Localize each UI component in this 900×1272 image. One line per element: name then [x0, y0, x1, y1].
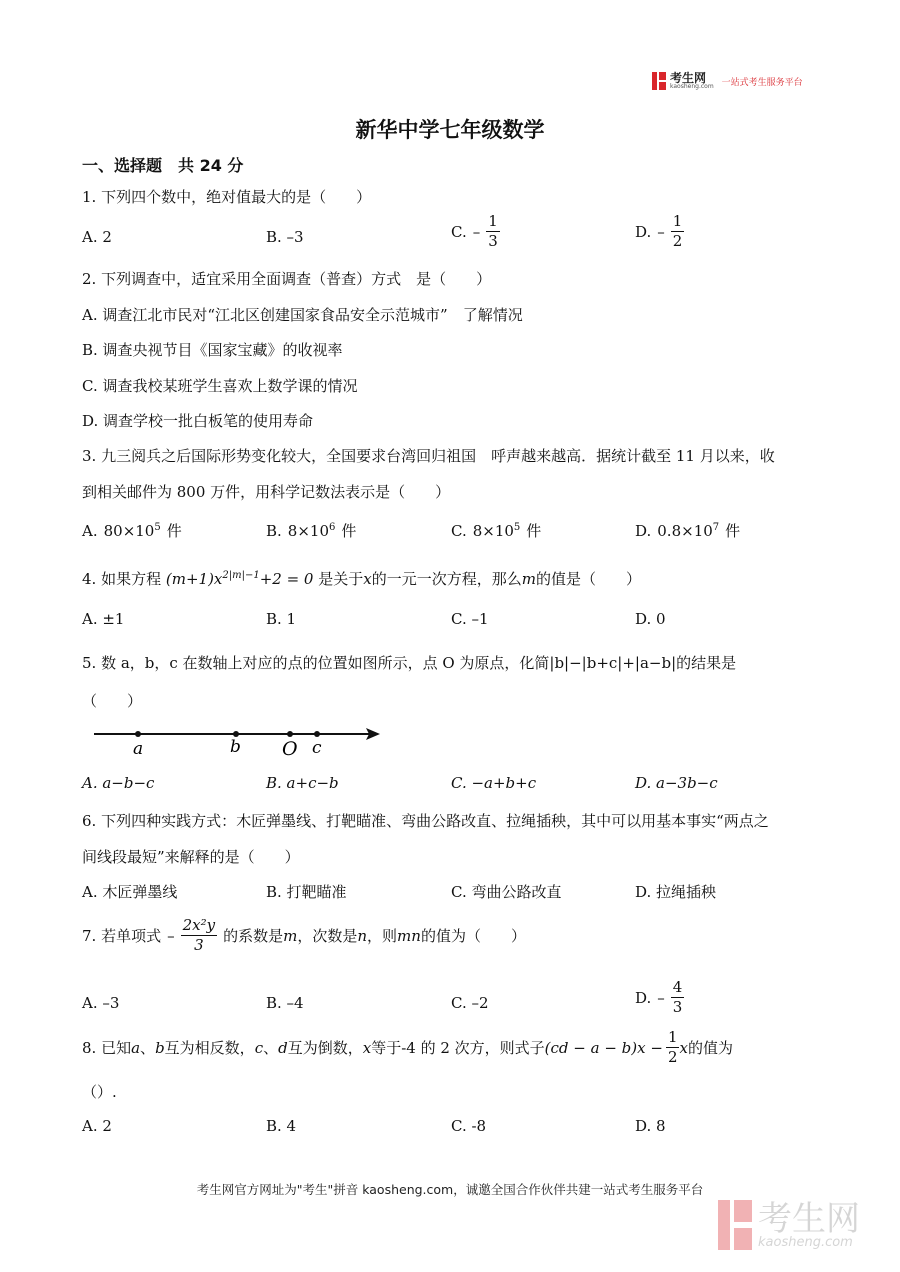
q3-option-a-base: 80×10	[103, 521, 155, 540]
logo-url: kaosheng.com	[670, 83, 714, 90]
q2-option-d: D. 调查学校一批白板笔的使用寿命	[82, 412, 314, 430]
logo-icon	[652, 72, 666, 90]
q7-stem-mid: 的系数是	[223, 927, 284, 945]
q2-option-b: B. 调查央视节目《国家宝藏》的收视率	[82, 341, 343, 359]
q7-var-mn: mn	[397, 927, 421, 945]
q4-option-a: A. ±1	[82, 610, 125, 628]
fraction-denominator: 2	[667, 1048, 678, 1066]
question-1-stem: 1. 下列四个数中，绝对值最大的是（ ）	[82, 188, 372, 206]
point-o	[287, 731, 293, 737]
q7-stem-mid2: ，次数是	[297, 927, 358, 945]
q7-var-m: m	[283, 927, 298, 945]
label-a: a	[133, 739, 144, 759]
logo-name: 考生网	[670, 71, 707, 85]
q2-option-a: A. 调查江北市民对“江北区创建国家食品安全示范城市” 了解情况	[82, 306, 523, 324]
question-5-stem: 5. 数 a，b，c 在数轴上对应的点的位置如图所示，点 O 为原点，化简|b|−|b+c|+|a−b|的结果是	[82, 654, 737, 672]
point-c	[314, 731, 320, 737]
q3-option-c-label: C.	[451, 521, 467, 540]
q5-option-d: D. a−3b−c	[635, 774, 718, 792]
q6-option-d: D. 拉绳插秧	[635, 883, 717, 901]
q4-equation-right: +2 = 0	[259, 570, 314, 588]
q1-option-c-sign: –	[472, 222, 481, 241]
q8-stem-pre: 8. 已知	[82, 1039, 132, 1057]
q8-sep3: 、	[263, 1039, 279, 1057]
q8-expression-x: x	[679, 1038, 688, 1057]
q4-stem-mid: 是关于	[318, 570, 364, 588]
q8-sep1: 、	[140, 1039, 156, 1057]
fraction-denominator: 3	[488, 232, 498, 250]
q3-option-b	[266, 520, 356, 541]
q1-option-d	[635, 214, 684, 249]
q4-stem-mid2: 的一元一次方程，那么	[371, 570, 522, 588]
q8-text4: 互为倒数，	[287, 1039, 363, 1057]
q1-option-d-label: D.	[635, 222, 652, 241]
q7-stem-mid3: ，则	[367, 927, 398, 945]
fraction-denominator: 3	[672, 998, 683, 1016]
q3-option-c-unit: 件	[526, 522, 542, 540]
q8-option-d: D. 8	[635, 1117, 666, 1135]
q4-equation-left: (m+1)x	[165, 570, 223, 588]
q7-sign: –	[167, 926, 175, 945]
q8-var-x: x	[362, 1038, 372, 1057]
q8-option-b: B. 4	[266, 1117, 297, 1135]
q1-option-b: B. –3	[266, 228, 304, 246]
q3-option-c-exponent: 5	[513, 521, 521, 533]
q4-equation-exponent: 2|m|−1	[222, 570, 260, 581]
logo-slogan: 一站式考生服务平台	[721, 77, 803, 88]
q3-option-b-unit: 件	[341, 522, 357, 540]
q3-option-b-label: B.	[266, 521, 282, 540]
q7-option-d-fraction	[671, 980, 685, 1015]
q8-var-b: b	[155, 1038, 165, 1057]
q7-var-n: n	[357, 927, 368, 945]
watermark-name: 考生网	[758, 1198, 860, 1239]
q8-var-d: d	[278, 1038, 288, 1057]
q4-option-b: B. 1	[266, 610, 297, 628]
q2-option-c: C. 调查我校某班学生喜欢上数学课的情况	[82, 377, 358, 395]
watermark-logo	[718, 1200, 860, 1250]
q3-option-d-label: D.	[635, 521, 652, 540]
q1-option-d-fraction	[671, 214, 685, 249]
q7-option-a: A. –3	[82, 994, 120, 1012]
q1-option-c	[451, 214, 500, 249]
watermark-icon	[718, 1200, 752, 1250]
q6-option-a: A. 木匠弹墨线	[82, 883, 178, 901]
question-8-stem	[82, 1030, 733, 1065]
q4-stem-end: 的值是（ ）	[535, 570, 641, 588]
q3-option-d-base: 0.8×10	[657, 521, 713, 540]
question-4-stem	[82, 568, 641, 589]
q3-option-d-unit: 件	[725, 522, 741, 540]
q6-option-b: B. 打靶瞄准	[266, 883, 347, 901]
q3-option-a-unit: 件	[166, 522, 182, 540]
q8-option-a: A. 2	[82, 1117, 112, 1135]
q3-option-b-base: 8×10	[287, 521, 329, 540]
fraction-numerator: 1	[488, 212, 498, 230]
q1-option-d-sign: –	[657, 222, 665, 241]
q8-var-a: a	[131, 1038, 141, 1057]
q4-stem-pre: 4. 如果方程	[82, 570, 162, 588]
question-6-stem-line2: 间线段最短”来解释的是（ ）	[82, 848, 300, 866]
fraction-denominator: 2	[672, 232, 683, 250]
q7-option-c: C. –2	[451, 994, 489, 1012]
number-line-figure	[90, 722, 390, 764]
q5-option-a: A. a−b−c	[82, 774, 155, 792]
fraction-denominator: 3	[194, 936, 204, 954]
question-2-stem: 2. 下列调查中，适宜采用全面调查（普查）方式 是（ ）	[82, 270, 492, 288]
question-7-stem	[82, 918, 526, 953]
q7-option-d	[635, 980, 684, 1015]
question-3-stem-line1: 3. 九三阅兵之后国际形势变化较大，全国要求台湾回归祖国 呼声越来越高．据统计截至 11 月以来，收	[82, 447, 775, 465]
q7-option-d-sign: –	[657, 988, 665, 1007]
q7-stem-pre: 7. 若单项式	[82, 927, 162, 945]
q4-option-d: D. 0	[635, 610, 666, 628]
q6-option-c: C. 弯曲公路改直	[451, 883, 562, 901]
q7-stem-end: 的值为（ ）	[420, 927, 526, 945]
q1-option-c-fraction	[486, 214, 500, 249]
q4-var-x: x	[363, 570, 372, 588]
q8-option-c: C. -8	[451, 1117, 487, 1135]
footer-text: 考生网官方网址为"考生"拼音 kaosheng.com，诚邀全国合作伙伴共建一站式考生服务平台	[196, 1182, 704, 1197]
q3-option-c	[451, 520, 541, 541]
q8-text6: 的值为	[687, 1039, 733, 1057]
fraction-numerator: 1	[672, 212, 683, 230]
q7-fraction	[181, 918, 218, 953]
label-c: c	[312, 738, 322, 758]
label-b: b	[230, 737, 241, 757]
q8-text2: 互为相反数，	[164, 1039, 255, 1057]
q7-option-b: B. –4	[266, 994, 304, 1012]
question-8-stem-line2: （）.	[82, 1083, 117, 1101]
q3-option-a-exponent: 5	[154, 521, 161, 533]
q5-option-b: B. a+c−b	[266, 774, 339, 792]
q3-option-d-exponent: 7	[712, 521, 720, 533]
site-logo[interactable]	[652, 72, 803, 90]
page-title: 新华中学七年级数学	[355, 118, 545, 142]
q5-option-c: C. −a+b+c	[451, 774, 537, 792]
q3-option-d	[635, 520, 740, 541]
question-6-stem-line1: 6. 下列四种实践方式：木匠弹墨线、打靶瞄准、弯曲公路改直、拉绳插秧，其中可以用基本事实“两点之	[82, 812, 769, 830]
fraction-numerator: 4	[672, 978, 683, 996]
point-a	[135, 731, 141, 737]
fraction-numerator: 1	[667, 1028, 678, 1046]
q3-option-b-exponent: 6	[329, 521, 336, 533]
q8-half-fraction	[666, 1030, 680, 1065]
q3-option-a	[82, 520, 182, 541]
q4-option-c: C. –1	[451, 610, 489, 628]
question-5-paren: （ ）	[82, 692, 143, 710]
q1-option-a: A. 2	[82, 228, 112, 246]
label-o: O	[282, 738, 298, 760]
q8-var-c: c	[254, 1038, 264, 1057]
section-heading: 一、选择题 共 24 分	[82, 156, 244, 175]
q4-var-m: m	[521, 570, 536, 588]
fraction-numerator: 2x²y	[182, 916, 216, 934]
q8-text5: 等于-4 的 2 次方，则式子	[371, 1039, 545, 1057]
q1-option-c-label: C.	[451, 222, 467, 241]
q7-option-d-label: D.	[635, 988, 652, 1007]
question-3-stem-line2: 到相关邮件为 800 万件，用科学记数法表示是（ ）	[82, 483, 451, 501]
watermark-url: kaosheng.com	[758, 1234, 853, 1250]
q3-option-c-base: 8×10	[472, 521, 514, 540]
q3-option-a-label: A.	[82, 521, 98, 540]
q8-expression: (cd − a − b)x −	[544, 1038, 663, 1057]
